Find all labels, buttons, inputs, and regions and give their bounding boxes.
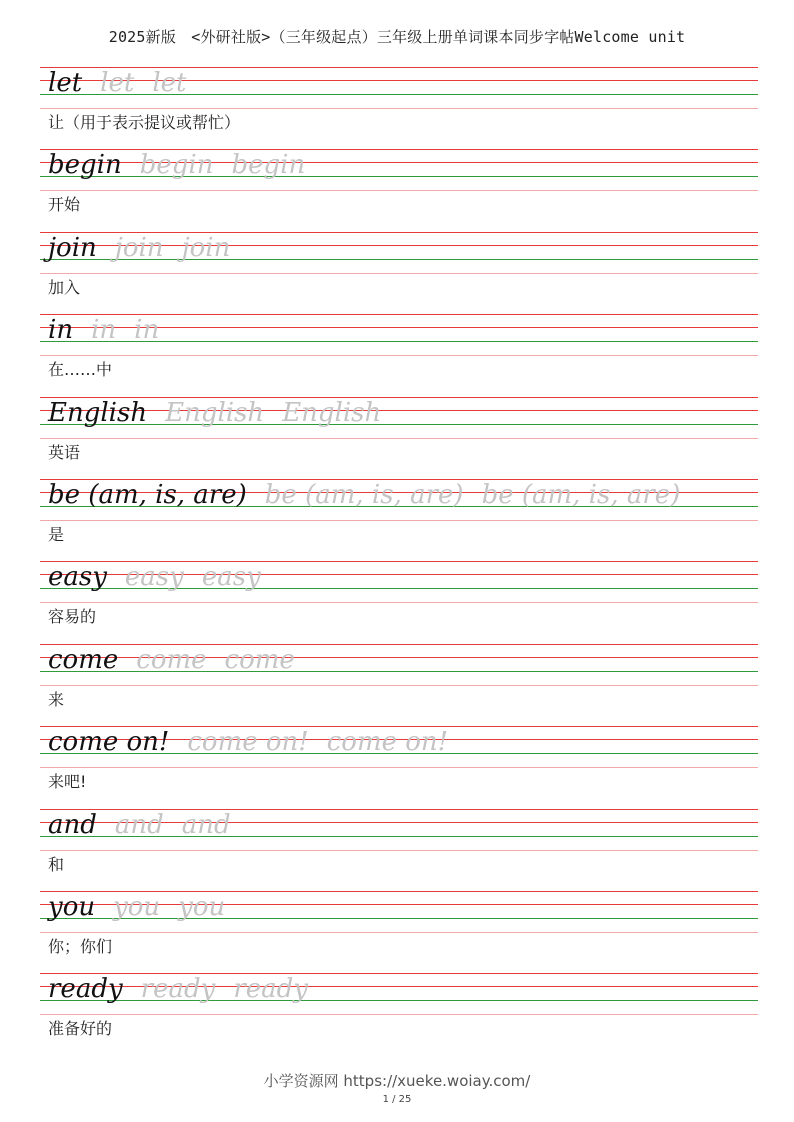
- word-trace-text: ready: [140, 974, 216, 1004]
- word-entry: [40, 479, 758, 561]
- guide-line: [40, 602, 758, 603]
- word-text: join: [48, 233, 97, 263]
- word-entry: [40, 561, 758, 643]
- word-trace-text: English: [282, 398, 382, 428]
- page-title: 2025新版 <外研社版>（三年级起点）三年级上册单词课本同步字帖Welcome unit: [108, 28, 686, 46]
- guide-line: [40, 685, 758, 686]
- word-text: let: [48, 68, 83, 98]
- word-trace-text: join: [114, 233, 164, 263]
- word-text: begin: [48, 150, 122, 180]
- word-trace-text: in: [134, 315, 160, 345]
- word-text: in: [48, 315, 74, 345]
- word-trace-text: join: [181, 233, 231, 263]
- word-text: come: [48, 645, 119, 675]
- word-row: [48, 644, 295, 676]
- word-trace-text: begin: [139, 150, 214, 180]
- word-entry: [40, 314, 758, 396]
- guide-line: [40, 767, 758, 768]
- word-trace-text: in: [91, 315, 117, 345]
- word-trace-text: you: [178, 892, 226, 922]
- word-trace-text: let: [152, 68, 187, 98]
- word-meaning: 加入: [48, 278, 81, 297]
- guide-line: [40, 932, 758, 933]
- word-row: [48, 726, 448, 758]
- word-entry: [40, 232, 758, 314]
- word-row: [48, 479, 680, 511]
- word-trace-text: English: [165, 398, 265, 428]
- word-trace-text: come: [224, 645, 295, 675]
- word-row: [48, 67, 186, 99]
- guide-line: [40, 190, 758, 191]
- guide-line: [40, 850, 758, 851]
- word-trace-text: let: [100, 68, 135, 98]
- word-entry: [40, 397, 758, 479]
- word-meaning: 你；你们: [48, 937, 113, 956]
- guide-line: [40, 355, 758, 356]
- word-entry: [40, 973, 758, 1055]
- guide-line: [40, 108, 758, 109]
- word-trace-text: begin: [231, 150, 306, 180]
- word-row: [48, 973, 308, 1005]
- word-trace-text: you: [113, 892, 161, 922]
- word-trace-text: ready: [233, 974, 308, 1004]
- word-trace-text: easy: [124, 562, 184, 592]
- word-meaning: 准备好的: [48, 1019, 113, 1038]
- word-row: [48, 561, 261, 593]
- guide-line: [40, 520, 758, 521]
- word-meaning: 在……中: [48, 360, 113, 379]
- word-meaning: 来吧!: [48, 772, 87, 791]
- word-entry: [40, 809, 758, 891]
- word-entry: [40, 644, 758, 726]
- word-meaning: 和: [48, 855, 65, 874]
- word-entry: [40, 149, 758, 231]
- word-trace-text: come: [136, 645, 207, 675]
- word-row: [48, 397, 381, 429]
- guide-line: [40, 273, 758, 274]
- word-entry: [40, 726, 758, 808]
- guide-line: [40, 438, 758, 439]
- word-text: English: [48, 398, 148, 428]
- word-meaning: 英语: [48, 443, 81, 462]
- word-trace-text: easy: [201, 562, 261, 592]
- word-meaning: 是: [48, 525, 65, 544]
- word-text: and: [48, 810, 97, 840]
- word-text: ready: [48, 974, 123, 1004]
- word-meaning: 来: [48, 690, 65, 709]
- word-trace-text: and: [114, 810, 164, 840]
- word-text: be (am, is, are): [48, 480, 247, 510]
- word-entry: [40, 67, 758, 149]
- word-row: [48, 232, 230, 264]
- word-row: [48, 314, 159, 346]
- word-trace-text: be (am, is, are): [264, 480, 464, 510]
- source-footer: 小学资源网 https://xueke.woiay.com/: [263, 1072, 531, 1090]
- word-text: you: [48, 892, 96, 922]
- word-row: [48, 809, 231, 841]
- word-meaning: 让（用于表示提议或帮忙）: [48, 113, 241, 132]
- word-trace-text: be (am, is, are): [481, 480, 681, 510]
- word-meaning: 开始: [48, 195, 81, 214]
- word-trace-text: come on!: [326, 727, 449, 757]
- word-entry: [40, 891, 758, 973]
- page-indicator: 1 / 25: [382, 1094, 412, 1105]
- word-trace-text: come on!: [187, 727, 309, 757]
- word-trace-text: and: [181, 810, 231, 840]
- guide-line: [40, 1014, 758, 1015]
- word-row: [48, 891, 225, 923]
- word-text: easy: [48, 562, 107, 592]
- word-meaning: 容易的: [48, 607, 97, 626]
- word-row: [48, 149, 305, 181]
- word-text: come on!: [48, 727, 170, 757]
